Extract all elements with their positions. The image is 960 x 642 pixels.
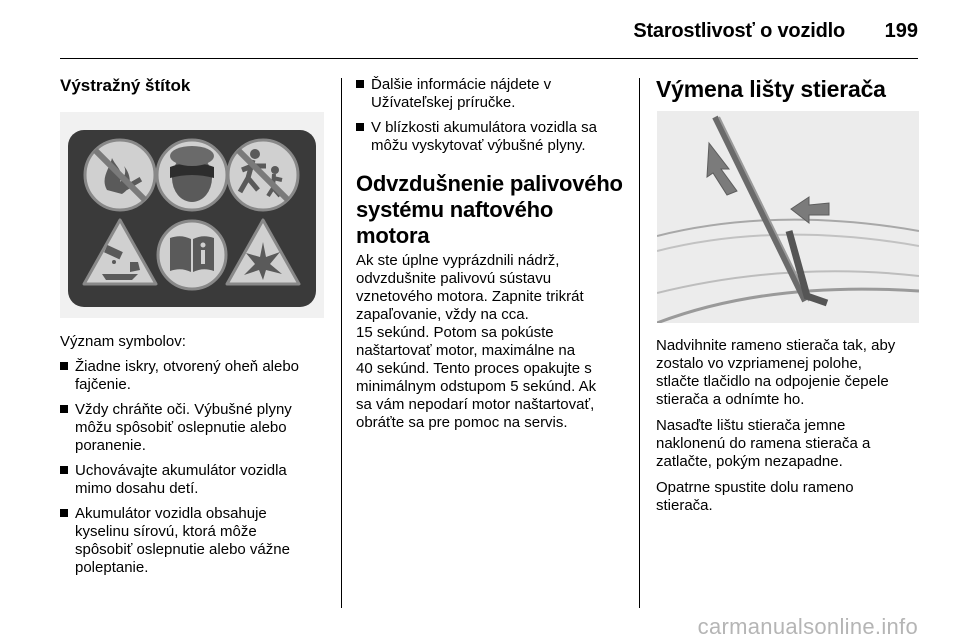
site-watermark: carmanualsonline.info [697, 614, 918, 639]
diesel-bleeding-text: Ak ste úplne vyprázdnili nádrž, odvzdušnite palivovú sústavu vznetového motora. Zapnite trikrát zapaľovanie, vždy na cca. 15 sekúnd. Potom sa pokúste naštartovať motor, maximálne na 40 sekúnd. Tento proces opakujte s minimálnym odstupom 5 sekúnd. Ak sa vám nepodarí motor naštartovať, obráťte sa pre pomoc na servis. [356, 252, 597, 431]
column-divider [639, 78, 640, 608]
page-number: 199 [884, 20, 918, 42]
wiper-blade-image [657, 111, 919, 323]
wiper-step-3: Opatrne spustite dolu rameno stierača. [656, 479, 854, 514]
eye-protection-icon [157, 140, 227, 210]
warning-label-image [60, 112, 324, 318]
list-item: Ďalšie informácie nájdete v Užívateľskej príručke. [356, 76, 626, 112]
list-item: Vždy chráňte oči. Výbušné plyny môžu spôsobiť oslepnutie alebo poranenie. [60, 401, 328, 455]
header-divider [60, 58, 918, 59]
section-title-diesel-bleeding: Odvzdušnenie palivového systému naftového motora [356, 171, 623, 248]
no-fire-icon [85, 140, 155, 210]
section-title-warning-label: Výstražný štítok [60, 76, 191, 95]
running-header-title: Starostlivosť o vozidlo [633, 20, 845, 42]
section-title-wiper-replacement: Výmena lišty stierača [656, 76, 886, 102]
symbols-intro: Význam symbolov: [60, 333, 186, 350]
list-item: V blízkosti akumulátora vozidla sa môžu vyskytovať výbušné plyny. [356, 119, 626, 155]
list-item: Akumulátor vozidla obsahuje kyselinu sírovú, ktorá môže spôsobiť oslepnutie alebo vážne poleptanie. [60, 505, 328, 577]
wiper-step-2: Nasaďte lištu stierača jemne naklonenú do ramena stierača a zatlačte, pokým nezapadne. [656, 417, 871, 470]
list-item: Uchovávajte akumulátor vozidla mimo dosahu detí. [60, 462, 328, 498]
battery-notes-list [356, 76, 626, 155]
list-item: Žiadne iskry, otvorený oheň alebo fajčenie. [60, 358, 328, 394]
keep-children-away-icon [228, 140, 298, 210]
wiper-step-1: Nadvihnite rameno stierača tak, aby zostalo vo vzpriamenej polohe, stlačte tlačidlo na odpojenie čepele stierača a odnímte ho. [656, 337, 896, 408]
column-divider [341, 78, 342, 608]
read-manual-icon [158, 221, 226, 289]
symbol-meanings-list [60, 358, 328, 577]
